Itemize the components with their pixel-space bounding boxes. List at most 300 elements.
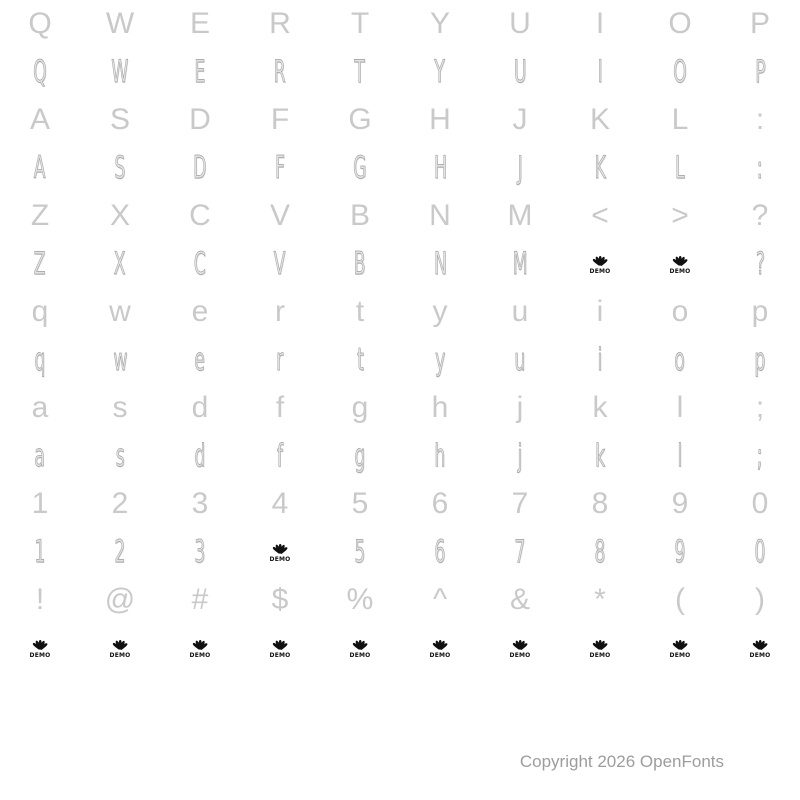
reference-glyph: > (671, 199, 689, 232)
reference-glyph: U (509, 7, 531, 40)
glyph-cell (480, 96, 560, 144)
glyph-cell (480, 576, 560, 624)
glyph-cell (320, 480, 400, 528)
glyph-cell (720, 624, 800, 672)
glyph-cell (720, 528, 800, 576)
demo-flower-icon (589, 253, 611, 275)
glyph-cell (80, 192, 160, 240)
glyph-cell (400, 192, 480, 240)
glyph-cell (0, 240, 80, 288)
demo-badge-label: DEMO (349, 652, 371, 659)
glyph-cell (400, 48, 480, 96)
glyph-cell (400, 480, 480, 528)
reference-glyph: 4 (271, 487, 289, 520)
glyph-cell (560, 480, 640, 528)
glyph-cell (240, 240, 320, 288)
glyph-cell (480, 192, 560, 240)
glyph-cell (0, 480, 80, 528)
copyright-notice: Copyright 2026 OpenFonts (519, 752, 724, 771)
flower-petals (670, 637, 690, 649)
glyph-cell (320, 288, 400, 336)
demo-flower-icon (269, 637, 291, 659)
reference-glyph: V (269, 199, 290, 232)
reference-glyph: ( (675, 583, 685, 616)
glyph-cell (640, 288, 720, 336)
demo-flower-icon (269, 541, 291, 563)
demo-glyph: f (276, 437, 284, 474)
reference-glyph: r (275, 295, 285, 328)
glyph-cell (640, 0, 720, 48)
demo-flower-icon (669, 253, 691, 275)
glyph-cell (400, 144, 480, 192)
demo-flower-icon (589, 637, 611, 659)
glyph-cell (320, 576, 400, 624)
reference-glyph: X (109, 199, 130, 232)
glyph-cell (0, 576, 80, 624)
demo-glyph: 0 (754, 533, 766, 570)
glyph-cell (80, 480, 160, 528)
glyph-cell (80, 48, 160, 96)
glyph-cell (560, 624, 640, 672)
glyph-cell (560, 48, 640, 96)
glyph-cell (640, 576, 720, 624)
glyph-cell (400, 432, 480, 480)
reference-glyph: 1 (31, 487, 49, 520)
reference-glyph: E (189, 7, 210, 40)
glyph-cell (0, 384, 80, 432)
demo-badge-label: DEMO (749, 652, 771, 659)
demo-glyph: G (353, 149, 367, 186)
glyph-cell (0, 336, 80, 384)
glyph-cell (560, 336, 640, 384)
glyph-cell (560, 144, 640, 192)
reference-glyph: u (511, 295, 529, 328)
demo-glyph: N (433, 245, 447, 282)
demo-flower-icon (429, 637, 451, 659)
glyph-cell (160, 528, 240, 576)
glyph-cell (160, 96, 240, 144)
glyph-cell (80, 432, 160, 480)
glyph-cell (720, 144, 800, 192)
reference-glyph: G (348, 103, 372, 136)
demo-glyph: A (34, 149, 46, 186)
demo-glyph: Z (34, 245, 46, 282)
reference-glyph: O (668, 7, 692, 40)
glyph-cell (480, 144, 560, 192)
glyph-cell (160, 384, 240, 432)
demo-glyph: 7 (514, 533, 526, 570)
glyph-cell (720, 240, 800, 288)
reference-glyph: @ (104, 583, 136, 616)
glyph-cell (240, 384, 320, 432)
glyph-cell (400, 624, 480, 672)
glyph-cell (320, 528, 400, 576)
glyph-cell (160, 288, 240, 336)
glyph-cell (240, 288, 320, 336)
demo-glyph: q (34, 341, 46, 378)
glyph-cell (400, 288, 480, 336)
demo-badge-label: DEMO (589, 652, 611, 659)
glyph-cell (560, 240, 640, 288)
demo-glyph: 1 (34, 533, 46, 570)
demo-flower-icon (109, 637, 131, 659)
demo-flower-icon (749, 637, 771, 659)
glyph-cell (320, 48, 400, 96)
glyph-cell (0, 48, 80, 96)
demo-glyph: E (194, 53, 206, 90)
glyph-cell (720, 432, 800, 480)
glyph-cell (560, 0, 640, 48)
demo-glyph: g (354, 437, 366, 474)
glyph-cell (0, 432, 80, 480)
glyph-cell (160, 480, 240, 528)
glyph-cell (320, 624, 400, 672)
demo-glyph: K (594, 149, 606, 186)
glyph-cell (240, 48, 320, 96)
demo-glyph: 5 (354, 533, 366, 570)
reference-glyph: * (594, 583, 606, 616)
reference-glyph: t (355, 295, 365, 328)
glyph-cell (240, 336, 320, 384)
flower-petals (350, 637, 370, 649)
demo-glyph: C (193, 245, 207, 282)
glyph-cell (560, 192, 640, 240)
glyph-cell (320, 432, 400, 480)
flower-petals (430, 637, 450, 649)
reference-glyph: l (676, 391, 684, 424)
glyph-cell (240, 528, 320, 576)
reference-glyph: H (429, 103, 451, 136)
reference-glyph: W (105, 7, 135, 40)
glyph-cell (160, 576, 240, 624)
glyph-cell (320, 240, 400, 288)
reference-glyph: 7 (511, 487, 529, 520)
reference-glyph: k (592, 391, 608, 424)
reference-glyph: j (516, 391, 524, 424)
glyph-cell (240, 432, 320, 480)
demo-glyph: 9 (674, 533, 686, 570)
glyph-cell (0, 192, 80, 240)
reference-glyph: d (191, 391, 209, 424)
flower-petals (30, 637, 50, 649)
glyph-cell (400, 528, 480, 576)
reference-glyph: L (671, 103, 689, 136)
reference-glyph: % (346, 583, 374, 616)
demo-badge-label: DEMO (589, 268, 611, 275)
glyph-cell (320, 192, 400, 240)
demo-badge-label: DEMO (669, 652, 691, 659)
glyph-cell (240, 576, 320, 624)
demo-glyph: V (274, 245, 286, 282)
glyph-cell (480, 288, 560, 336)
demo-glyph: r (276, 341, 284, 378)
demo-badge-label: DEMO (669, 268, 691, 275)
glyph-cell (560, 528, 640, 576)
reference-glyph: o (671, 295, 689, 328)
reference-glyph: 0 (751, 487, 769, 520)
glyph-cell (160, 624, 240, 672)
glyph-cell (80, 96, 160, 144)
demo-glyph: 2 (114, 533, 126, 570)
glyph-cell (160, 240, 240, 288)
reference-glyph: Y (429, 7, 450, 40)
demo-flower-icon (189, 637, 211, 659)
glyph-cell (320, 336, 400, 384)
glyph-cell (720, 288, 800, 336)
glyph-cell (640, 528, 720, 576)
glyph-cell (720, 576, 800, 624)
demo-glyph: p (754, 341, 766, 378)
flower-petals (270, 637, 290, 649)
demo-glyph: ? (755, 245, 765, 282)
reference-glyph: 3 (191, 487, 209, 520)
glyph-cell (560, 576, 640, 624)
glyph-cell (640, 384, 720, 432)
glyph-cell (640, 240, 720, 288)
glyph-cell (160, 144, 240, 192)
reference-glyph: & (509, 583, 530, 616)
glyph-cell (560, 384, 640, 432)
reference-glyph: h (431, 391, 449, 424)
glyph-cell (560, 96, 640, 144)
reference-glyph: N (429, 199, 451, 232)
demo-glyph: 6 (434, 533, 446, 570)
demo-glyph: o (674, 341, 686, 378)
reference-glyph: a (31, 391, 49, 424)
demo-glyph: I (597, 53, 603, 90)
reference-glyph: B (349, 199, 370, 232)
glyph-cell (720, 336, 800, 384)
reference-glyph: $ (271, 583, 289, 616)
demo-glyph: i (597, 341, 603, 378)
glyph-cell (480, 384, 560, 432)
glyph-cell (400, 336, 480, 384)
reference-glyph: < (591, 199, 609, 232)
glyph-cell (640, 48, 720, 96)
glyph-cell (480, 624, 560, 672)
glyph-cell (320, 0, 400, 48)
demo-glyph: l (677, 437, 683, 474)
demo-glyph: j (517, 437, 523, 474)
reference-glyph: i (596, 295, 604, 328)
demo-glyph: y (434, 341, 446, 378)
glyph-cell (80, 336, 160, 384)
demo-glyph: L (675, 149, 685, 186)
reference-glyph: s (112, 391, 128, 424)
demo-badge-label: DEMO (429, 652, 451, 659)
glyph-cell (240, 624, 320, 672)
glyph-cell (640, 192, 720, 240)
glyph-cell (320, 96, 400, 144)
demo-flower-icon (509, 637, 531, 659)
demo-glyph: ; (757, 437, 763, 474)
glyph-cell (560, 432, 640, 480)
reference-glyph: p (751, 295, 769, 328)
flower-petals (190, 637, 210, 649)
glyph-cell (720, 0, 800, 48)
flower-petals (670, 253, 690, 265)
demo-glyph: W (111, 53, 129, 90)
glyph-cell (480, 0, 560, 48)
demo-glyph: d (194, 437, 206, 474)
demo-glyph: w (112, 341, 128, 378)
glyph-cell (560, 288, 640, 336)
glyph-cell (240, 480, 320, 528)
reference-glyph: 5 (351, 487, 369, 520)
reference-glyph: Q (28, 7, 52, 40)
reference-glyph: # (191, 583, 209, 616)
demo-glyph: 3 (194, 533, 206, 570)
demo-glyph: D (193, 149, 207, 186)
glyph-cell (720, 48, 800, 96)
glyph-cell (80, 624, 160, 672)
reference-glyph: D (189, 103, 211, 136)
reference-glyph: S (109, 103, 130, 136)
glyph-cell (480, 240, 560, 288)
reference-glyph: T (350, 7, 370, 40)
reference-glyph: C (189, 199, 211, 232)
demo-badge-label: DEMO (109, 652, 131, 659)
glyph-cell (720, 192, 800, 240)
reference-glyph: I (595, 7, 605, 40)
demo-glyph: F (275, 149, 285, 186)
glyph-cell (80, 384, 160, 432)
reference-glyph: 8 (591, 487, 609, 520)
glyph-cell (0, 144, 80, 192)
flower-petals (270, 541, 290, 553)
glyph-cell (0, 96, 80, 144)
glyph-cell (240, 192, 320, 240)
demo-glyph: X (114, 245, 126, 282)
glyph-cell (80, 144, 160, 192)
reference-glyph: g (351, 391, 369, 424)
demo-badge-label: DEMO (29, 652, 51, 659)
demo-glyph: s (115, 437, 125, 474)
glyph-cell (80, 240, 160, 288)
glyph-cell (0, 528, 80, 576)
reference-glyph: : (755, 103, 765, 136)
glyph-cell (80, 288, 160, 336)
glyph-cell (320, 144, 400, 192)
demo-glyph: M (512, 245, 528, 282)
glyph-cell (480, 528, 560, 576)
demo-glyph: : (757, 149, 763, 186)
flower-petals (750, 637, 770, 649)
demo-flower-icon (349, 637, 371, 659)
glyph-cell (160, 0, 240, 48)
reference-glyph: A (29, 103, 50, 136)
glyph-cell (80, 528, 160, 576)
glyph-cell (400, 0, 480, 48)
flower-petals (590, 637, 610, 649)
glyph-cell (640, 96, 720, 144)
glyph-cell (240, 96, 320, 144)
demo-glyph: Y (434, 53, 446, 90)
reference-glyph: J (512, 103, 528, 136)
reference-glyph: 6 (431, 487, 449, 520)
glyph-cell (160, 336, 240, 384)
reference-glyph: R (269, 7, 291, 40)
glyph-cell (160, 48, 240, 96)
demo-glyph: e (194, 341, 206, 378)
reference-glyph: 9 (671, 487, 689, 520)
reference-glyph: K (589, 103, 610, 136)
glyph-cell (480, 480, 560, 528)
reference-glyph: ) (755, 583, 765, 616)
glyph-cell (400, 576, 480, 624)
glyph-cell (480, 336, 560, 384)
glyph-cell (0, 288, 80, 336)
flower-petals (110, 637, 130, 649)
glyph-cell (480, 432, 560, 480)
reference-glyph: ^ (432, 583, 448, 616)
demo-glyph: S (114, 149, 126, 186)
demo-glyph: P (754, 53, 766, 90)
demo-glyph: k (594, 437, 606, 474)
glyph-cell (640, 432, 720, 480)
glyph-cell (80, 576, 160, 624)
glyph-cell (0, 0, 80, 48)
demo-glyph: u (514, 341, 526, 378)
demo-glyph: U (513, 53, 527, 90)
demo-glyph: a (34, 437, 46, 474)
glyph-cell (720, 96, 800, 144)
glyph-cell (640, 480, 720, 528)
reference-glyph: Z (30, 199, 50, 232)
demo-glyph: B (354, 245, 366, 282)
reference-glyph: P (749, 7, 770, 40)
demo-glyph: R (273, 53, 287, 90)
demo-flower-icon (29, 637, 51, 659)
glyph-cell (720, 480, 800, 528)
glyph-cell (320, 384, 400, 432)
demo-glyph: h (434, 437, 446, 474)
flower-petals (510, 637, 530, 649)
glyph-cell (640, 624, 720, 672)
reference-glyph: e (191, 295, 209, 328)
glyph-cell (400, 96, 480, 144)
glyph-cell (160, 192, 240, 240)
glyph-cell (720, 384, 800, 432)
glyph-cell (400, 240, 480, 288)
reference-glyph: 2 (111, 487, 129, 520)
glyph-cell (640, 144, 720, 192)
demo-glyph: H (433, 149, 447, 186)
glyph-cell (160, 432, 240, 480)
demo-glyph: J (517, 149, 523, 186)
flower-petals (590, 253, 610, 265)
glyph-cell (240, 144, 320, 192)
glyph-cell (640, 336, 720, 384)
reference-glyph: F (270, 103, 290, 136)
demo-badge-label: DEMO (269, 652, 291, 659)
reference-glyph: f (275, 391, 285, 424)
demo-glyph: 8 (594, 533, 606, 570)
reference-glyph: ! (35, 583, 45, 616)
demo-badge-label: DEMO (189, 652, 211, 659)
reference-glyph: M (507, 199, 533, 232)
glyph-cell (0, 624, 80, 672)
glyph-cell (240, 0, 320, 48)
demo-badge-label: DEMO (509, 652, 531, 659)
reference-glyph: ; (755, 391, 765, 424)
demo-glyph: T (354, 53, 366, 90)
demo-glyph: O (673, 53, 687, 90)
demo-badge-label: DEMO (269, 556, 291, 563)
demo-glyph: Q (33, 53, 47, 90)
glyph-cell (80, 0, 160, 48)
reference-glyph: ? (751, 199, 769, 232)
